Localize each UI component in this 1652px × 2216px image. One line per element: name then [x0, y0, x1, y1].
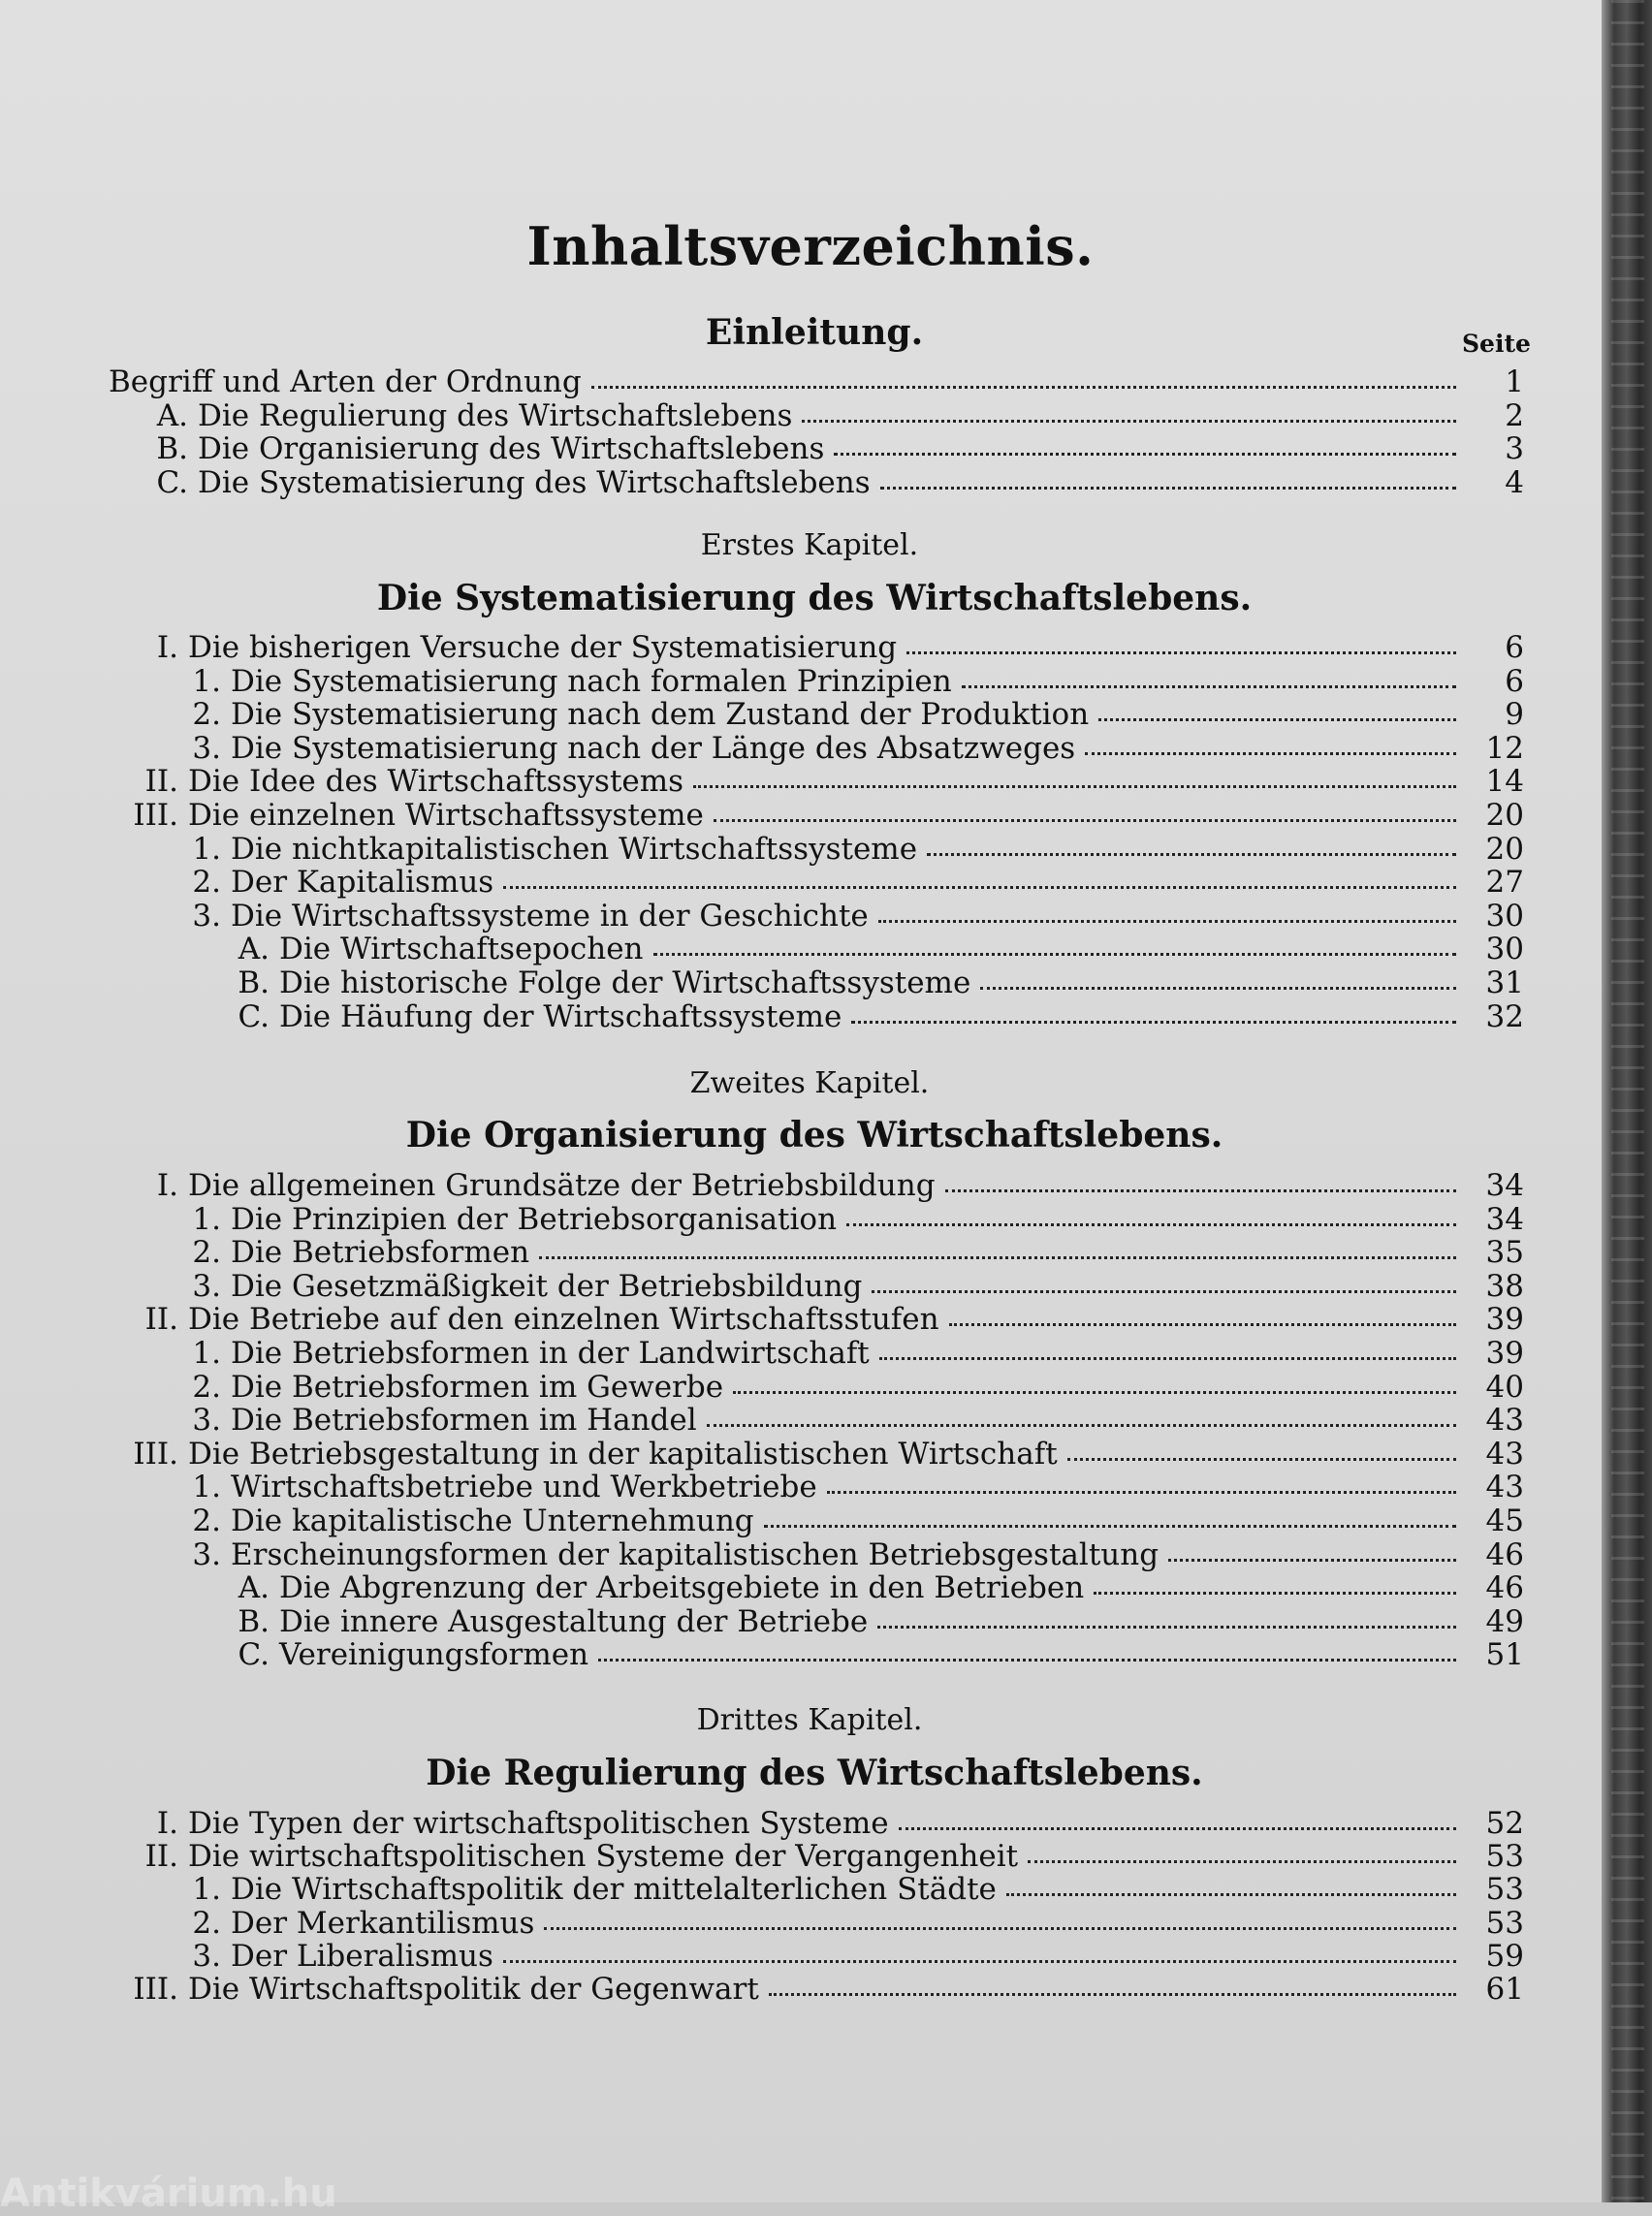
entry-title: Die Betriebsgestaltung in der kapitalistischen Wirtschaft	[188, 1436, 1058, 1472]
entry-page-number: 52	[1485, 1806, 1524, 1841]
entry-marker: 1.	[192, 831, 221, 867]
toc-entry	[178, 1270, 1524, 1304]
dot-leader	[949, 1322, 1456, 1326]
entry-page-number: 9	[1505, 697, 1524, 733]
toc-entry	[109, 1807, 1524, 1841]
toc-entry	[142, 399, 1524, 433]
entry-marker: 2.	[192, 1369, 221, 1405]
dot-leader	[980, 986, 1456, 990]
entry-title: Die Wirtschaftssysteme in der Geschichte	[231, 898, 869, 934]
entry-title: Die bisherigen Versuche der Systematisierung	[188, 630, 898, 665]
toc-entry	[178, 1907, 1524, 1941]
entry-marker: B.	[156, 431, 188, 466]
entry-marker: C.	[238, 1637, 270, 1673]
entry-page-number: 38	[1485, 1268, 1524, 1304]
dot-leader	[1168, 1558, 1456, 1562]
dot-leader	[1028, 1859, 1456, 1863]
toc-entry	[178, 1538, 1524, 1572]
toc-entry	[223, 1571, 1524, 1605]
entry-page-number: 4	[1505, 464, 1524, 500]
entry-page-number: 53	[1485, 1905, 1524, 1941]
dot-leader	[877, 1625, 1456, 1629]
dot-leader	[714, 818, 1456, 822]
entry-marker: A.	[156, 397, 188, 433]
entry-marker: 3.	[192, 1938, 221, 1974]
seite-column-label: Seite	[1462, 330, 1531, 358]
entry-marker: B.	[238, 966, 270, 1000]
entry-marker: III.	[133, 798, 178, 833]
entry-page-number: 14	[1485, 764, 1524, 800]
entry-page-number: 61	[1485, 1972, 1524, 2007]
entry-page-number: 20	[1485, 798, 1524, 833]
entry-title: Die kapitalistische Unternehmung	[231, 1504, 754, 1538]
toc-entry	[223, 1000, 1524, 1034]
entry-page-number: 34	[1485, 1168, 1524, 1203]
dot-leader	[1098, 717, 1456, 721]
toc-entry	[223, 1605, 1524, 1639]
entry-title: Die Systematisierung des Wirtschaftslebens	[198, 464, 871, 500]
entry-marker: III.	[133, 1972, 178, 2007]
entry-page-number: 51	[1485, 1637, 1524, 1673]
dot-leader	[878, 919, 1456, 923]
entry-page-number: 2	[1505, 397, 1524, 433]
intro-heading: Einleitung.	[705, 312, 924, 353]
dot-leader	[899, 1826, 1456, 1830]
dot-leader	[906, 650, 1456, 654]
dot-leader	[872, 1289, 1456, 1293]
entry-title: Die Gesetzmäßigkeit der Betriebsbildung	[231, 1268, 863, 1304]
entry-title: Die Wirtschaftspolitik der Gegenwart	[188, 1972, 759, 2007]
dot-leader	[1067, 1457, 1456, 1461]
entry-title: Die innere Ausgestaltung der Betriebe	[279, 1603, 869, 1639]
toc-entry	[109, 1840, 1524, 1874]
dot-leader	[834, 452, 1456, 456]
dot-leader	[880, 486, 1456, 490]
book-edge-texture	[1611, 0, 1644, 2202]
entry-page-number: 46	[1485, 1570, 1524, 1606]
entry-page-number: 1	[1505, 364, 1524, 399]
entry-page-number: 46	[1485, 1536, 1524, 1572]
chapter-2-label: Zweites Kapitel.	[689, 1066, 930, 1100]
chapter-3-label: Drittes Kapitel.	[696, 1703, 923, 1737]
entry-marker: 1.	[192, 1336, 221, 1371]
toc-entry	[178, 833, 1524, 867]
entry-page-number: 39	[1485, 1302, 1524, 1338]
entry-marker: B.	[238, 1603, 270, 1639]
entry-marker: II.	[144, 764, 178, 800]
toc-entry	[178, 1337, 1524, 1371]
entry-title: Vereinigungsformen	[279, 1637, 589, 1673]
toc-entry	[223, 933, 1524, 966]
entry-page-number: 43	[1485, 1403, 1524, 1439]
entry-title: Die Systematisierung nach der Länge des Absatzweges	[231, 730, 1076, 766]
toc-entry	[178, 1504, 1524, 1538]
entry-title: Die allgemeinen Grundsätze der Betriebsbildung	[188, 1168, 936, 1203]
entry-page-number: 6	[1505, 663, 1524, 699]
toc-entry	[109, 365, 1524, 399]
dot-leader	[851, 1020, 1456, 1024]
page-title: Inhaltsverzeichnis.	[526, 215, 1095, 277]
toc-entry	[109, 765, 1524, 799]
entry-title: Die Betriebsformen	[231, 1235, 530, 1271]
entry-title: Die Idee des Wirtschaftssystems	[188, 764, 684, 800]
entry-title: Erscheinungsformen der kapitalistischen Betriebsgestaltung	[231, 1536, 1160, 1572]
dot-leader	[764, 1524, 1456, 1528]
toc-entry	[223, 966, 1524, 1000]
dot-leader	[827, 1490, 1456, 1494]
toc-entry	[178, 1203, 1524, 1237]
entry-title: Die Betriebsformen im Gewerbe	[231, 1369, 724, 1405]
dot-leader	[769, 1992, 1456, 1996]
entry-page-number: 35	[1485, 1235, 1524, 1271]
toc-entry	[178, 1471, 1524, 1504]
entry-page-number: 39	[1485, 1336, 1524, 1371]
toc-entry	[178, 1404, 1524, 1438]
entry-marker: I.	[156, 1168, 178, 1203]
entry-marker: 1.	[192, 1201, 221, 1237]
dot-leader	[1006, 1892, 1456, 1896]
entry-page-number: 3	[1505, 431, 1524, 466]
dot-leader	[802, 419, 1456, 423]
entry-title: Die Regulierung des Wirtschaftslebens	[198, 397, 793, 433]
dot-leader	[927, 852, 1456, 856]
entry-marker: 3.	[192, 1403, 221, 1439]
entry-marker: C.	[156, 464, 188, 500]
entry-marker: 2.	[192, 1905, 221, 1941]
dot-leader	[539, 1255, 1456, 1259]
entry-title: Die Systematisierung nach formalen Prinzipien	[231, 663, 952, 699]
entry-title: Die Betriebe auf den einzelnen Wirtschaftsstufen	[188, 1302, 939, 1338]
entry-title: Die nichtkapitalistischen Wirtschaftssysteme	[231, 831, 918, 867]
entry-page-number: 53	[1485, 1872, 1524, 1908]
dot-leader	[945, 1188, 1456, 1192]
entry-page-number: 31	[1485, 966, 1524, 1000]
entry-title: Die Wirtschaftspolitik der mittelalterlichen Städte	[231, 1872, 997, 1908]
toc-entry	[178, 732, 1524, 766]
entry-marker: 1.	[192, 663, 221, 699]
toc-entry	[178, 665, 1524, 699]
toc-entry	[109, 799, 1524, 833]
toc-entry	[178, 698, 1524, 732]
entry-marker: 2.	[192, 697, 221, 733]
toc-entry	[178, 866, 1524, 900]
entry-marker: I.	[156, 1806, 178, 1841]
chapter-1-heading: Die Systematisierung des Wirtschaftslebens.	[376, 578, 1253, 618]
entry-marker: I.	[156, 630, 178, 665]
dot-leader	[503, 1959, 1456, 1963]
toc-entry	[109, 1303, 1524, 1337]
entry-title: Die Wirtschaftsepochen	[279, 932, 644, 967]
toc-entry	[142, 466, 1524, 500]
entry-title: Die Organisierung des Wirtschaftslebens	[198, 431, 825, 466]
dot-leader	[962, 684, 1456, 688]
dot-leader	[1085, 751, 1456, 755]
entry-title: Begriff und Arten der Ordnung	[109, 364, 582, 399]
entry-page-number: 27	[1485, 865, 1524, 901]
entry-title: Der Liberalismus	[231, 1938, 493, 1974]
entry-title: Die Typen der wirtschaftspolitischen Systeme	[188, 1806, 889, 1841]
dot-leader	[707, 1423, 1456, 1427]
entry-page-number: 30	[1485, 932, 1524, 967]
toc-entry	[178, 1236, 1524, 1270]
toc-entry	[109, 631, 1524, 665]
entry-page-number: 6	[1505, 630, 1524, 665]
entry-title: Die Prinzipien der Betriebsorganisation	[231, 1201, 838, 1237]
chapter-2-heading: Die Organisierung des Wirtschaftslebens.	[405, 1115, 1223, 1155]
entry-title: Die Systematisierung nach dem Zustand der Produktion	[231, 697, 1090, 733]
entry-page-number: 53	[1485, 1839, 1524, 1875]
dot-leader	[693, 784, 1456, 788]
dot-leader	[733, 1390, 1456, 1394]
entry-title: Der Merkantilismus	[231, 1905, 535, 1941]
entry-marker: II.	[144, 1839, 178, 1875]
toc-entry	[109, 1438, 1524, 1472]
toc-entry	[109, 1973, 1524, 2007]
dot-leader	[653, 952, 1456, 956]
entry-page-number: 12	[1485, 730, 1524, 766]
entry-title: Die Abgrenzung der Arbeitsgebiete in den Betrieben	[279, 1570, 1085, 1606]
entry-page-number: 32	[1485, 998, 1524, 1034]
entry-marker: III.	[133, 1436, 178, 1472]
dot-leader	[591, 385, 1456, 389]
entry-title: Die einzelnen Wirtschaftssysteme	[188, 798, 704, 833]
chapter-3-heading: Die Regulierung des Wirtschaftslebens.	[426, 1753, 1203, 1793]
entry-marker: 3.	[192, 1536, 221, 1572]
entry-page-number: 59	[1485, 1938, 1524, 1974]
entry-page-number: 30	[1485, 898, 1524, 934]
entry-title: Der Kapitalismus	[231, 865, 494, 901]
toc-entry	[109, 1169, 1524, 1203]
entry-marker: 2.	[192, 1504, 221, 1538]
watermark: Antikvárium.hu	[0, 2171, 337, 2216]
chapter-1-label: Erstes Kapitel.	[700, 528, 919, 562]
entry-marker: 1.	[192, 1872, 221, 1908]
entry-page-number: 20	[1485, 831, 1524, 867]
dot-leader	[544, 1926, 1456, 1930]
dot-leader	[598, 1658, 1456, 1662]
entry-marker: 2.	[192, 1235, 221, 1271]
toc-entry	[142, 432, 1524, 466]
entry-marker: A.	[238, 932, 270, 967]
toc-entry	[178, 900, 1524, 934]
entry-title: Die wirtschaftspolitischen Systeme der Vergangenheit	[188, 1839, 1019, 1875]
entry-title: Die Betriebsformen im Handel	[231, 1403, 697, 1439]
dot-leader	[1094, 1591, 1456, 1595]
entry-page-number: 43	[1485, 1436, 1524, 1472]
entry-page-number: 49	[1485, 1603, 1524, 1639]
entry-marker: 1.	[192, 1470, 221, 1505]
entry-marker: C.	[238, 998, 270, 1034]
entry-page-number: 43	[1485, 1470, 1524, 1505]
entry-title: Die Häufung der Wirtschaftssysteme	[279, 998, 842, 1034]
toc-entry	[223, 1638, 1524, 1672]
entry-marker: 2.	[192, 865, 221, 901]
entry-title: Die Betriebsformen in der Landwirtschaft	[231, 1336, 870, 1371]
entry-marker: 3.	[192, 1268, 221, 1304]
toc-entry	[178, 1371, 1524, 1405]
entry-title: Wirtschaftsbetriebe und Werkbetriebe	[231, 1470, 817, 1505]
entry-marker: 3.	[192, 898, 221, 934]
toc-entry	[178, 1873, 1524, 1907]
entry-marker: 3.	[192, 730, 221, 766]
toc-entry	[178, 1940, 1524, 1974]
dot-leader	[879, 1356, 1456, 1360]
entry-marker: A.	[238, 1570, 270, 1606]
entry-page-number: 40	[1485, 1369, 1524, 1405]
entry-page-number: 45	[1485, 1504, 1524, 1538]
entry-marker: II.	[144, 1302, 178, 1338]
dot-leader	[846, 1222, 1456, 1226]
entry-page-number: 34	[1485, 1201, 1524, 1237]
dot-leader	[503, 885, 1456, 889]
entry-title: Die historische Folge der Wirtschaftssysteme	[279, 966, 971, 1000]
